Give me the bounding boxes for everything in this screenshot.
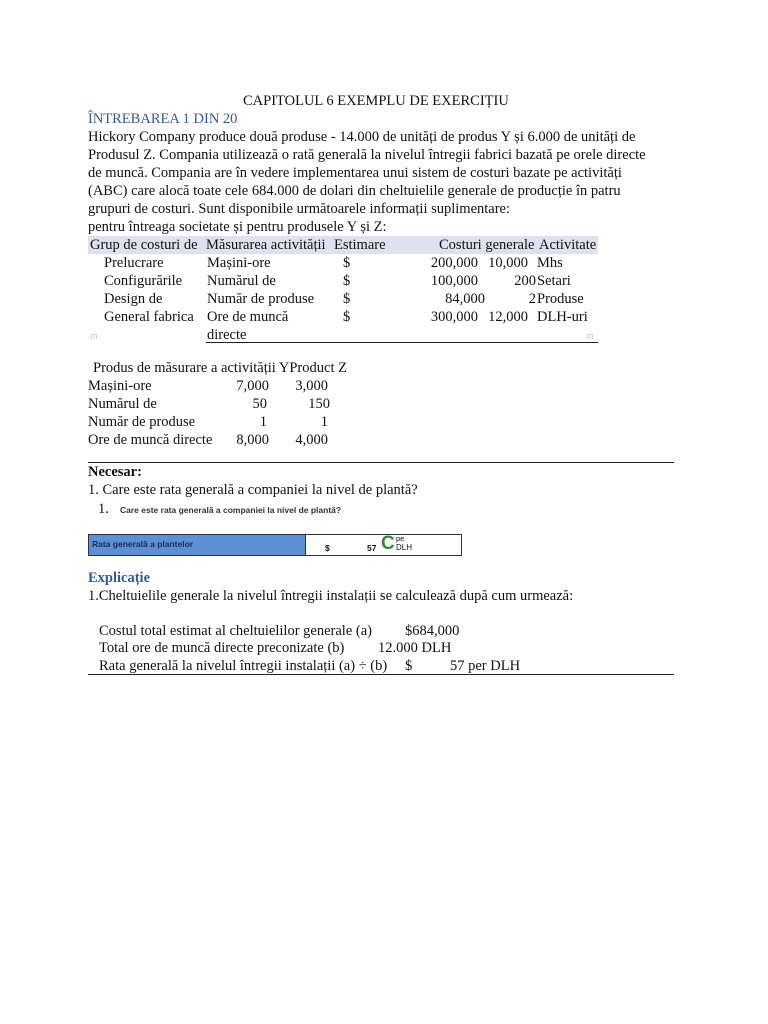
- product-y-value: 7,000: [236, 378, 269, 394]
- cost-amount: 200,000: [430, 255, 478, 271]
- intro-line: Produsul Z. Compania utilizează o rată generală la nivelul întregii fabrici bazată pe orele directe: [88, 147, 646, 163]
- product-z-value: 150: [308, 396, 330, 412]
- cost-table-header: Activitate: [539, 237, 597, 253]
- cost-table-header: Costuri generale: [439, 237, 535, 253]
- product-z-value: 3,000: [295, 378, 328, 394]
- explanation-rule: [88, 674, 674, 675]
- cost-amount: 300,000: [430, 309, 478, 325]
- cost-unit: Mhs: [537, 255, 563, 271]
- product-row-label: Număr de produse: [88, 414, 196, 430]
- cost-measure-cont: directe: [207, 327, 247, 343]
- product-z-value: 1: [320, 414, 328, 430]
- answer-box: [88, 534, 462, 556]
- product-z-value: 4,000: [295, 432, 328, 448]
- intro-line: de muncă. Compania are în vedere implementarea unui sistem de costuri bazate pe activități: [88, 165, 622, 181]
- explanation-line-currency: $: [405, 658, 413, 674]
- question-label: ÎNTREBAREA 1 DIN 20: [88, 111, 238, 127]
- cost-currency: $: [343, 309, 351, 325]
- cost-unit: Produse: [537, 291, 584, 307]
- answer-unit-bottom: DLH: [396, 543, 413, 552]
- product-y-value: 50: [252, 396, 267, 412]
- answer-label: Rata generală a plantelor: [92, 539, 194, 549]
- cost-measure: Număr de produse: [207, 291, 315, 307]
- explanation-line-label: Total ore de muncă directe preconizate (b): [99, 640, 345, 656]
- cost-table-header: Estimare: [334, 237, 386, 253]
- cost-table-header: Măsurarea activității: [206, 237, 326, 253]
- sub-question-number: 1.: [98, 501, 109, 517]
- explanation-line-value: $684,000: [405, 623, 460, 639]
- cost-measure: Mașini-ore: [207, 255, 271, 271]
- cost-currency: $: [343, 291, 351, 307]
- explanation-line-value: 12.000 DLH: [378, 640, 452, 656]
- cost-group: Prelucrare: [104, 255, 164, 271]
- answer-value[interactable]: 57: [367, 543, 377, 553]
- intro-line: pentru întreaga societate și pentru produsele Y și Z:: [88, 219, 387, 235]
- cost-currency: $: [343, 273, 351, 289]
- product-y-value: 8,000: [236, 432, 269, 448]
- cost-quantity: 2: [528, 291, 536, 307]
- cost-amount: 84,000: [445, 291, 485, 307]
- explanation-heading: Explicație: [88, 570, 151, 586]
- section-rule: [88, 462, 674, 463]
- cost-measure: Ore de muncă: [207, 309, 289, 325]
- cost-table-header: Grup de costuri de: [90, 237, 198, 253]
- cost-table-rule: [206, 342, 598, 343]
- cost-amount: 100,000: [430, 273, 478, 289]
- product-table-header: Produs de măsurare a activității YProduct Z: [93, 360, 347, 376]
- answer-unit-top: pe: [396, 534, 405, 543]
- answer-currency: $: [325, 543, 330, 553]
- cost-unit: DLH-uri: [537, 309, 588, 325]
- explanation-line-label: Costul total estimat al cheltuielilor generale (a): [99, 623, 372, 639]
- product-row-label: Numărul de: [88, 396, 157, 412]
- product-row-label: Ore de muncă directe: [88, 432, 213, 448]
- required-label: Necesar:: [88, 464, 142, 480]
- explanation-line-label: Rata generală la nivelul întregii instalații (a) ÷ (b): [99, 658, 388, 674]
- product-row-label: Mașini-ore: [88, 378, 152, 394]
- cost-unit: Setari: [537, 273, 571, 289]
- cost-measure: Numărul de: [207, 273, 276, 289]
- sub-question: Care este rata generală a companiei la nivel de plantă?: [120, 505, 342, 515]
- faint-mark: m: [90, 331, 98, 342]
- cost-currency: $: [343, 255, 351, 271]
- explanation-line-value: 57 per DLH: [450, 658, 521, 674]
- cost-group: Design de: [104, 291, 163, 307]
- product-y-value: 1: [259, 414, 267, 430]
- faint-mark: m: [586, 331, 594, 342]
- intro-line: (ABC) care alocă toate cele 684.000 de dolari din cheltuielile generale de producție în patru: [88, 183, 621, 199]
- intro-line: grupuri de costuri. Sunt disponibile următoarele informații suplimentare:: [88, 201, 511, 217]
- correct-mark-icon: C: [381, 533, 395, 554]
- required-question: 1. Care este rata generală a companiei la nivel de plantă?: [88, 482, 418, 498]
- cost-quantity: 12,000: [488, 309, 528, 325]
- cost-group: General fabrica: [104, 309, 194, 325]
- cost-group: Configurările: [104, 273, 183, 289]
- intro-line: Hickory Company produce două produse - 14.000 de unități de produs Y și 6.000 de unități de: [88, 129, 636, 145]
- cost-quantity: 10,000: [488, 255, 528, 271]
- page-title: CAPITOLUL 6 EXEMPLU DE EXERCIȚIU: [243, 93, 509, 109]
- cost-quantity: 200: [514, 273, 536, 289]
- explanation-intro: 1.Cheltuielile generale la nivelul întregii instalații se calculează după cum urmează:: [88, 588, 574, 604]
